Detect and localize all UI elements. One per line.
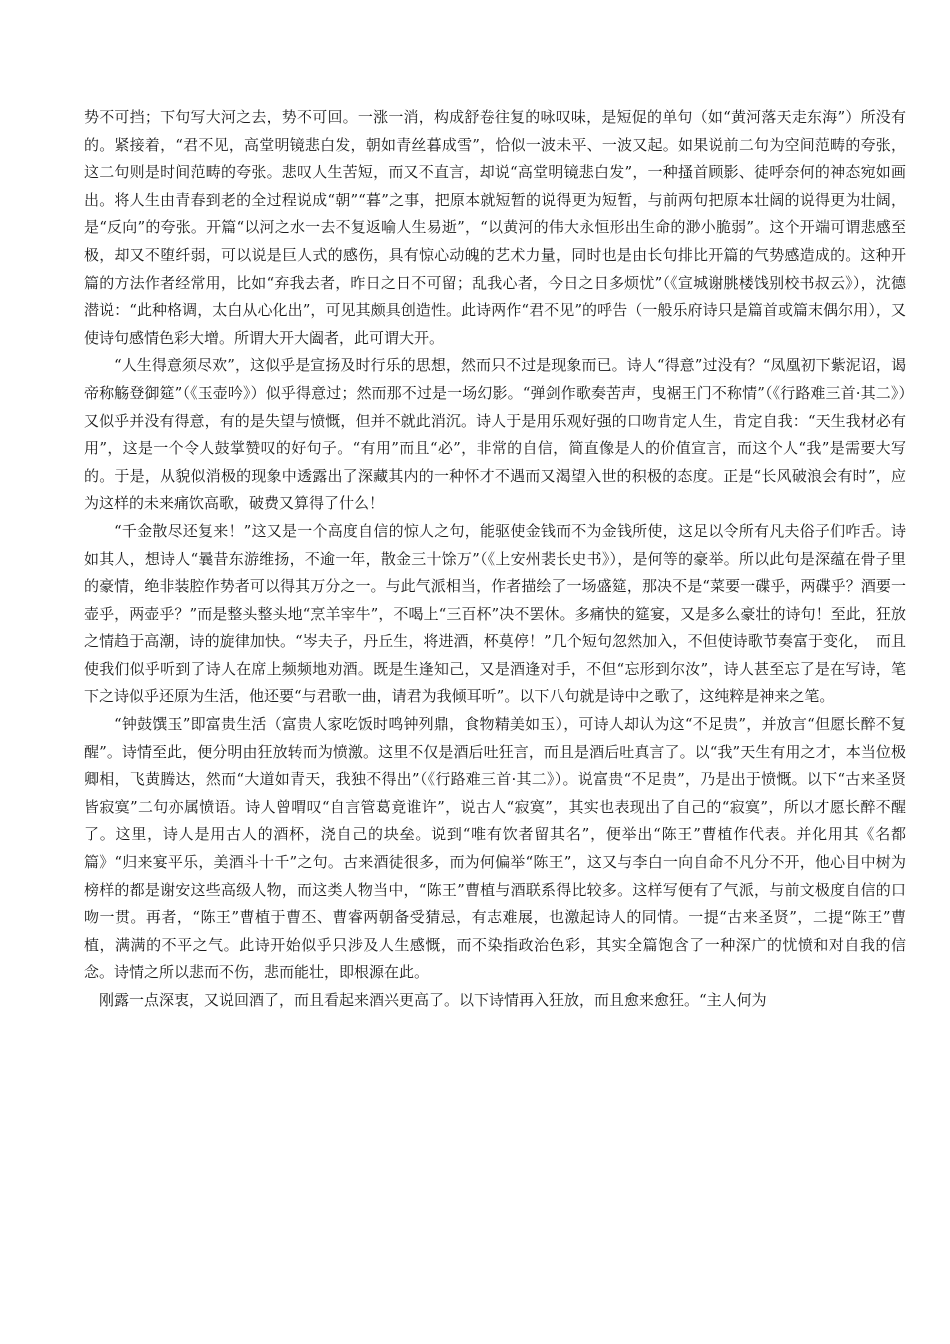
document-body — [84, 104, 906, 1015]
paragraph-2: “人生得意须尽欢”，这似乎是宣扬及时行乐的思想，然而只不过是现象而已。诗人“得意”过没有？“凤凰初下紫泥诏，谒帝称觞登御筵”（《玉壶吟》）似乎得意过；然而那不过是一场幻影。“弹剑作歌奏苦声，曳裾王门不称情”（《行路难三首·其二》）又似乎并没有得意，有的是失望与愤慨，但并不就此消沉。诗人于是用乐观好强的口吻肯定人生，肯定自我：“天生我材必有用”，这是一个令人鼓掌赞叹的好句子。“有用”而且“必”，非常的自信，简直像是人的价值宣言，而这个人“我”是需要大写的。于是，从貌似消极的现象中透露出了深藏其内的一种怀才不遇而又渴望入世的积极的态度。正是“长风破浪会有时”，应为这样的未来痛饮高歌，破费又算得了什么！ — [84, 356, 906, 513]
paragraph-3: “千金散尽还复来！”这又是一个高度自信的惊人之句，能驱使金钱而不为金钱所使，这足以令所有凡夫俗子们咋舌。诗如其人，想诗人“曩昔东游维扬，不逾一年，散金三十馀万”（《上安州裴长史书》），是何等的豪举。所以此句是深蕴在骨子里的豪情，绝非装腔作势者可以得其万分之一。与此气派相当，作者描绘了一场盛筵，那决不是“菜要一碟乎，两碟乎？酒要一壶乎，两壶乎？”而是整头整头地“烹羊宰牛”，不喝上“三百杯”决不罢休。多痛快的筵宴，又是多么豪壮的诗句！至此，狂放之情趋于高潮，诗的旋律加快。“岑夫子，丹丘生，将进酒，杯莫停！”几个短句忽然加入，不但使诗歌节奏富于变化， 而且使我们似乎听到了诗人在席上频频地劝酒。既是生逢知己，又是酒逢对手，不但“忘形到尔汝”，诗人甚至忘了是在写诗，笔下之诗似乎还原为生活，他还要“与君歌一曲，请君为我倾耳听”。以下八句就是诗中之歌了，这纯粹是神来之笔。 — [84, 521, 906, 706]
paragraph-4: “钟鼓馔玉”即富贵生活（富贵人家吃饭时鸣钟列鼎，食物精美如玉），可诗人却认为这“不足贵”，并放言“但愿长醉不复醒”。诗情至此，便分明由狂放转而为愤激。这里不仅是酒后吐狂言，而且是酒后吐真言了。以“我”天生有用之才，本当位极卿相，飞黄腾达，然而“大道如青天，我独不得出”（《行路难三首·其二》）。说富贵“不足贵”，乃是出于愤慨。以下“古来圣贤皆寂寞”二句亦属愤语。诗人曾喟叹“自言管葛竟谁许”，说古人“寂寞”，其实也表现出了自己的“寂寞”，所以才愿长醉不醒了。这里，诗人是用古人的酒杯，浇自己的块垒。说到“唯有饮者留其名”，便举出“陈王”曹植作代表。并化用其《名都篇》“归来宴平乐，美酒斗十千”之句。古来酒徒很多，而为何偏举“陈王”，这又与李白一向自命不凡分不开，他心目中树为榜样的都是谢安这些高级人物，而这类人物当中，“陈王”曹植与酒联系得比较多。这样写便有了气派，与前文极度自信的口吻一贯。再者，“陈王”曹植于曹丕、曹睿两朝备受猜忌，有志难展，也激起诗人的同情。一提“古来圣贤”，二提“陈王”曹植，满满的不平之气。此诗开始似乎只涉及人生感慨，而不染指政治色彩，其实全篇饱含了一种深广的忧愤和对自我的信念。诗情之所以悲而不伤，悲而能壮，即根源在此。 — [84, 715, 906, 982]
paragraph-5: 刚露一点深衷，又说回酒了，而且看起来酒兴更高了。以下诗情再入狂放，而且愈来愈狂。“主人何为 — [99, 991, 767, 1009]
paragraph-1: 势不可挡；下句写大河之去，势不可回。一涨一消，构成舒卷往复的咏叹味，是短促的单句（如“黄河落天走东海”）所没有的。紧接着，“君不见，高堂明镜悲白发，朝如青丝暮成雪”，恰似一波未平、一波又起。如果说前二句为空间范畴的夸张，这二句则是时间范畴的夸张。悲叹人生苦短，而又不直言，却说“高堂明镜悲白发”，一种搔首顾影、徒呼奈何的神态宛如画出。将人生由青春到老的全过程说成“朝”“暮”之事，把原本就短暂的说得更为短暂，与前两句把原本壮阔的说得更为壮阔，是“反向”的夸张。开篇“以河之水一去不复返喻人生易逝”，“以黄河的伟大永恒形出生命的渺小脆弱”。这个开端可谓悲感至极，却又不堕纤弱，可以说是巨人式的感伤，具有惊心动魄的艺术力量，同时也是由长句排比开篇的气势感造成的。这种开篇的方法作者经常用，比如“弃我去者，昨日之日不可留；乱我心者，今日之日多烦忧”（《宣城谢朓楼饯别校书叔云》），沈德潜说：“此种格调，太白从心化出”，可见其颇具创造性。此诗两作“君不见”的呼告（一般乐府诗只是篇首或篇末偶尔用），又使诗句感情色彩大增。所谓大开大阖者，此可谓大开。 — [84, 108, 906, 347]
